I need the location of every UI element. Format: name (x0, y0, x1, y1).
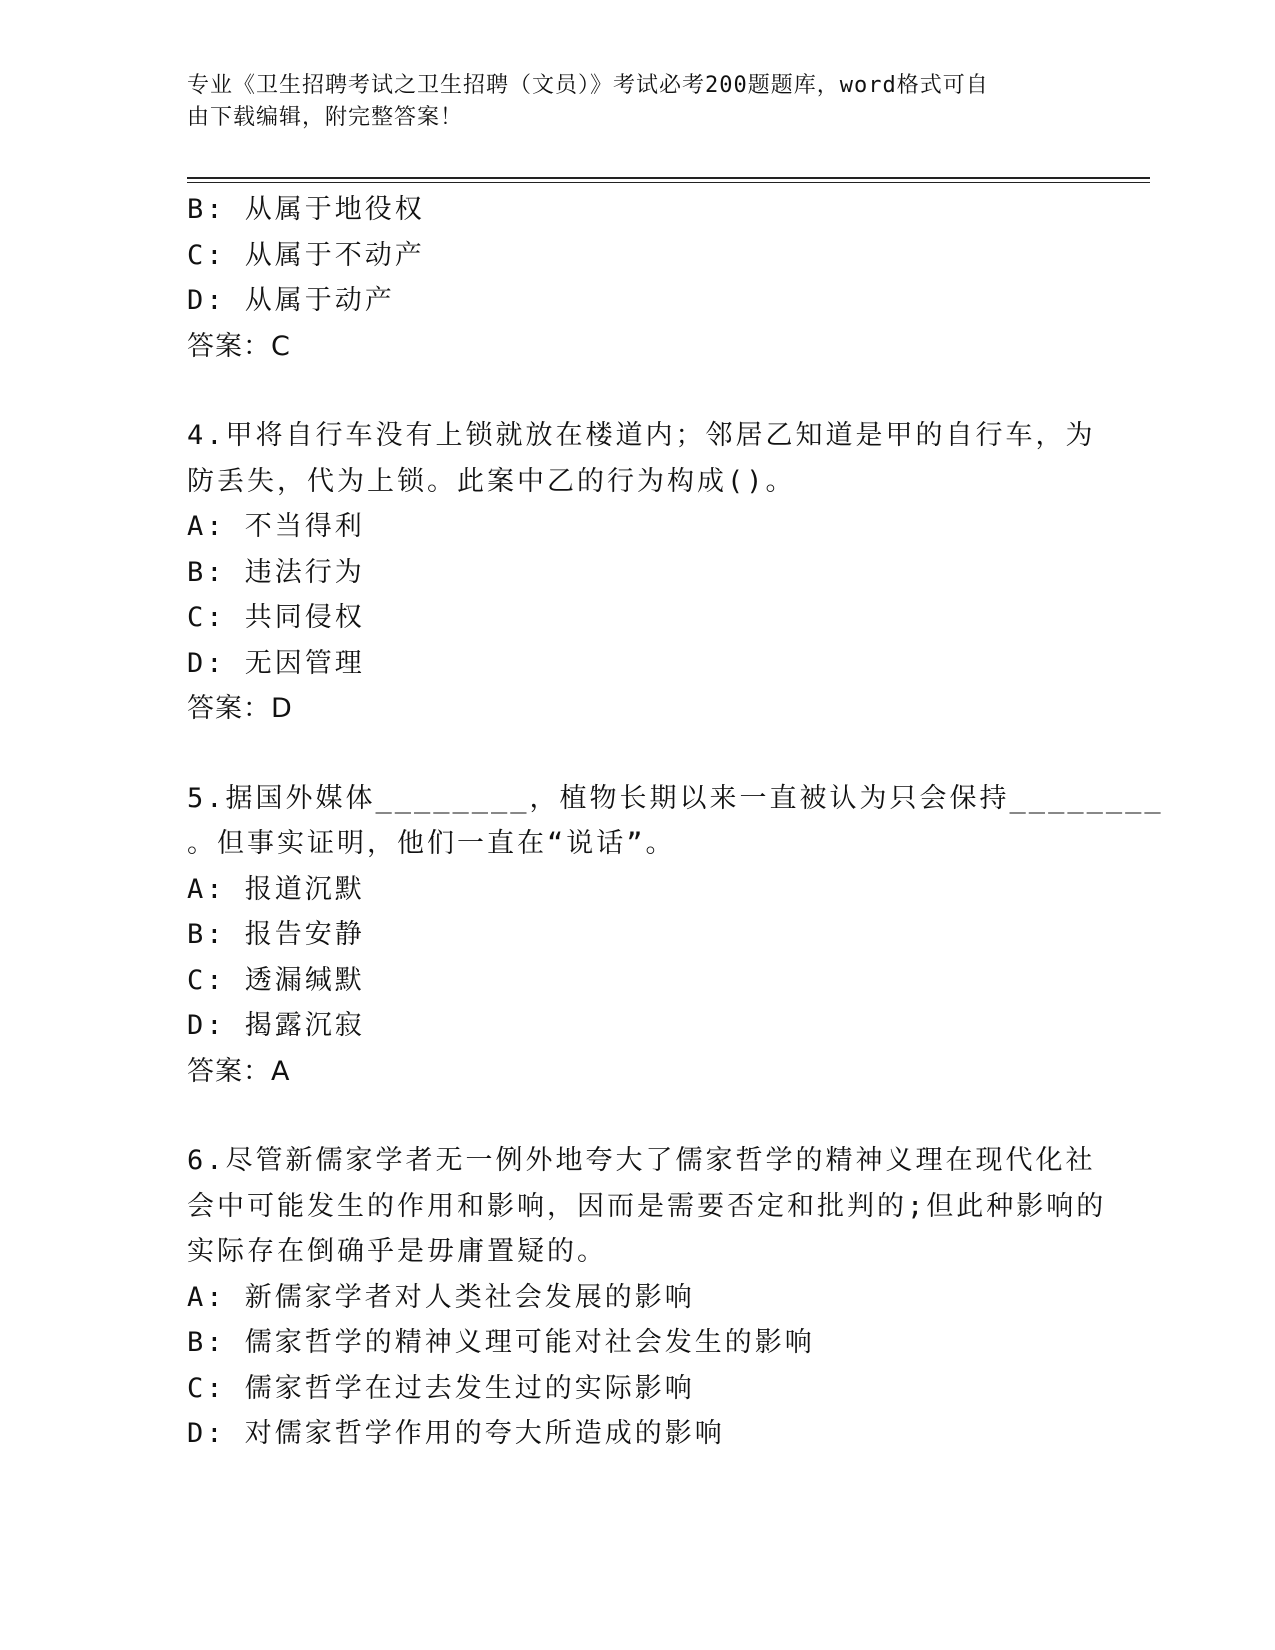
header-divider-thick (187, 177, 1150, 179)
header-divider-thin (187, 182, 1150, 183)
q3-answer: 答案：C (187, 330, 291, 362)
q6-option-a: A: 新儒家学者对人类社会发展的影响 (187, 1281, 695, 1313)
q4-stem-line-2: 防丢失，代为上锁。此案中乙的行为构成()。 (187, 465, 796, 497)
q4-stem-line-1: 4.甲将自行车没有上锁就放在楼道内；邻居乙知道是甲的自行车，为 (187, 420, 1096, 451)
spacer (187, 732, 1067, 776)
question-6 (187, 1138, 1107, 1457)
q5-stem-line-1: 5.据国外媒体________，植物长期以来一直被认为只会保持________ (187, 782, 1164, 814)
q5-stem-line-2: 。但事实证明，他们一直在“说话”。 (187, 828, 676, 859)
q6-option-d: D: 对儒家哲学作用的夸大所造成的影响 (187, 1418, 725, 1449)
question-3-continued (187, 187, 1067, 369)
q4-option-c: C: 共同侵权 (187, 602, 365, 633)
q6-stem-line-1: 6.尽管新儒家学者无一例外地夸大了儒家哲学的精神义理在现代化社 (187, 1145, 1096, 1176)
header-line-1: 专业《卫生招聘考试之卫生招聘（文员）》考试必考200题题库，word格式可自 (187, 73, 989, 98)
spacer (187, 1094, 1067, 1138)
q6-stem-line-2: 会中可能发生的作用和影响，因而是需要否定和批判的;但此种影响的 (187, 1190, 1107, 1222)
q5-answer: 答案：A (187, 1055, 291, 1087)
question-5 (187, 776, 1164, 1095)
q6-stem-line-3: 实际存在倒确乎是毋庸置疑的。 (187, 1236, 607, 1267)
q4-option-d: D: 无因管理 (187, 647, 365, 679)
q5-option-c: C: 透漏缄默 (187, 964, 365, 996)
document-header (187, 70, 1067, 134)
q5-option-b: B: 报告安静 (187, 919, 365, 950)
q3-option-b: B: 从属于地役权 (187, 194, 425, 225)
q5-option-d: D: 揭露沉寂 (187, 1010, 365, 1041)
q6-option-c: C: 儒家哲学在过去发生过的实际影响 (187, 1372, 695, 1404)
q6-option-b: B: 儒家哲学的精神义理可能对社会发生的影响 (187, 1327, 815, 1358)
q4-option-a: A: 不当得利 (187, 511, 365, 542)
q4-option-b: B: 违法行为 (187, 556, 365, 588)
question-4 (187, 413, 1096, 732)
question-content (187, 187, 1164, 1457)
q4-answer: 答案：D (187, 693, 293, 724)
q3-option-c: C: 从属于不动产 (187, 239, 425, 271)
header-line-2: 由下载编辑，附完整答案！ (187, 105, 464, 130)
q3-option-d: D: 从属于动产 (187, 285, 395, 316)
spacer (187, 369, 1067, 413)
q5-option-a: A: 报道沉默 (187, 873, 365, 905)
